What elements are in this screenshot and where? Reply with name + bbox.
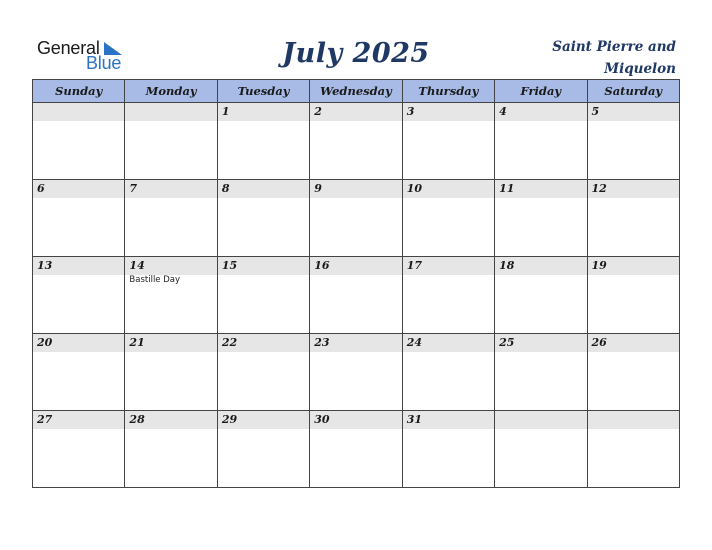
- day-number: 28: [125, 411, 216, 429]
- day-cell: [402, 411, 494, 488]
- day-number: [33, 103, 124, 121]
- day-cell: [587, 180, 679, 257]
- day-cell: [495, 103, 587, 180]
- day-cell: [125, 257, 217, 334]
- day-cell: [33, 103, 125, 180]
- day-cell: [125, 180, 217, 257]
- day-cell: [33, 334, 125, 411]
- day-cell: [310, 180, 402, 257]
- day-number: 20: [33, 334, 124, 352]
- day-cell: [587, 334, 679, 411]
- day-cell: [310, 334, 402, 411]
- weekday-header-tuesday: Tuesday: [217, 80, 309, 103]
- day-cell: [402, 103, 494, 180]
- day-number: 4: [495, 103, 586, 121]
- week-row: [33, 334, 680, 411]
- week-row: [33, 411, 680, 488]
- day-cell: [217, 334, 309, 411]
- day-cell: [402, 334, 494, 411]
- day-cell: [495, 334, 587, 411]
- generalblue-logo: [37, 38, 137, 74]
- day-cell: [587, 257, 679, 334]
- day-number: 13: [33, 257, 124, 275]
- day-number: 30: [310, 411, 401, 429]
- day-cell: [125, 334, 217, 411]
- day-number: 31: [403, 411, 494, 429]
- day-number: 19: [588, 257, 679, 275]
- day-number: 12: [588, 180, 679, 198]
- day-number: 26: [588, 334, 679, 352]
- day-number: 27: [33, 411, 124, 429]
- day-cell: [310, 257, 402, 334]
- weekday-header-saturday: Saturday: [587, 80, 679, 103]
- day-number: 22: [218, 334, 309, 352]
- month-title: July 2025: [282, 38, 430, 69]
- day-cell: [587, 411, 679, 488]
- day-number: 8: [218, 180, 309, 198]
- day-cell: [495, 257, 587, 334]
- logo-text-blue: Blue: [86, 53, 122, 73]
- day-number: 7: [125, 180, 216, 198]
- weekday-header-monday: Monday: [125, 80, 217, 103]
- week-row: [33, 180, 680, 257]
- day-cell: [33, 257, 125, 334]
- week-row: [33, 257, 680, 334]
- calendar-grid: [32, 79, 680, 488]
- day-cell: [495, 180, 587, 257]
- day-cell: [587, 103, 679, 180]
- day-number: 21: [125, 334, 216, 352]
- day-cell: [217, 257, 309, 334]
- day-cell: [310, 103, 402, 180]
- day-number: 2: [310, 103, 401, 121]
- day-number: 29: [218, 411, 309, 429]
- day-number: 6: [33, 180, 124, 198]
- weekday-header-row: [33, 80, 680, 103]
- day-number: 24: [403, 334, 494, 352]
- week-row: [33, 103, 680, 180]
- day-cell: [402, 180, 494, 257]
- day-number: 9: [310, 180, 401, 198]
- day-cell: [402, 257, 494, 334]
- day-cell: [125, 411, 217, 488]
- day-number: 14: [125, 257, 216, 275]
- day-cell: [310, 411, 402, 488]
- day-cell: [33, 180, 125, 257]
- holiday-label: Bastille Day: [129, 275, 181, 285]
- day-cell: [125, 103, 217, 180]
- day-number: 23: [310, 334, 401, 352]
- day-cell: [33, 411, 125, 488]
- day-cell: [217, 180, 309, 257]
- weekday-header-thursday: Thursday: [402, 80, 494, 103]
- weekday-header-sunday: Sunday: [33, 80, 125, 103]
- weekday-header-wednesday: Wednesday: [310, 80, 402, 103]
- day-number: 3: [403, 103, 494, 121]
- day-cell: [217, 411, 309, 488]
- day-number: 10: [403, 180, 494, 198]
- day-cell: [495, 411, 587, 488]
- day-cell: [217, 103, 309, 180]
- day-number: [588, 411, 679, 429]
- day-number: 5: [588, 103, 679, 121]
- day-number: 18: [495, 257, 586, 275]
- day-number: 25: [495, 334, 586, 352]
- day-number: 11: [495, 180, 586, 198]
- logo-text-general: General: [37, 38, 100, 58]
- day-number: 1: [218, 103, 309, 121]
- day-number: 17: [403, 257, 494, 275]
- region-name: Saint Pierre and Miquelon: [552, 39, 676, 77]
- day-number: [125, 103, 216, 121]
- weekday-header-friday: Friday: [495, 80, 587, 103]
- day-number: 15: [218, 257, 309, 275]
- day-number: 16: [310, 257, 401, 275]
- day-number: [495, 411, 586, 429]
